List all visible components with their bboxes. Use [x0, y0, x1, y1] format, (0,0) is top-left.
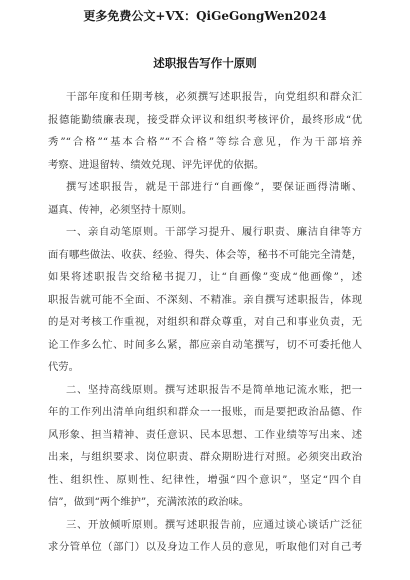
paragraph-line: 报德能勤绩廉表现，接受群众评议和组织考核评价，最终形成“优: [48, 113, 362, 126]
paragraph-line: 二、坚持高线原则。撰写述职报告不是简单地记流水账，把一: [66, 383, 362, 396]
paragraph-line: 干部年度和任期考核，必须撰写述职报告，向党组织和群众汇: [66, 91, 362, 103]
paragraph-line: 考察、进退留转、绩效兑现、评先评优的依据。: [48, 158, 265, 171]
paragraph-line: 职报告就可能不全面、不深刻、不精准。亲自撰写述职报告，体现: [48, 293, 362, 306]
paragraph-line: 面有哪些做法、收获、经验、得失、体会等，秘书不可能完全清楚，: [48, 248, 362, 261]
paragraph-line: 秀”“合格”“基本合格”“不合格”等综合意见，作为干部培养: [48, 136, 362, 148]
paragraph-intro: [48, 86, 362, 176]
paragraph-line: 如果将述职报告交给秘书捉刀，让“自画像”变成“他画像”，述: [48, 271, 362, 283]
document-title: 述职报告写作十原则: [153, 56, 257, 70]
paragraph-line: 一、亲自动笔原则。干部学习提升、履行职责、廉洁自律等方: [66, 226, 362, 238]
paragraph-line: 撰写述职报告，就是干部进行“自画像”，要保证画得清晰、: [66, 181, 362, 193]
paragraph-line: 出来，与组织要求、岗位职责、群众期盼进行对照。必须突出政治: [48, 451, 362, 463]
paragraph-principle-3: [48, 514, 362, 559]
paragraph-line: 三、开放倾听原则。撰写述职报告前，应通过谈心谈话广泛征: [66, 518, 362, 531]
paragraph-summary: [48, 176, 362, 221]
paragraph-principle-2: [48, 379, 362, 514]
paragraph-line: 代劳。: [48, 361, 79, 373]
document-body: [48, 86, 362, 559]
promo-header: 更多免费公文+VX：QiGeGongWen2024: [83, 9, 327, 23]
paragraph-line: 逼真、传神，必须坚持十原则。: [48, 203, 193, 216]
paragraph-line: 论工作多么忙、时间多么紧，都应亲自动笔撰写，切不可委托他人: [48, 338, 362, 351]
paragraph-line: 年的工作列出清单向组织和群众一一报账，而是要把政治品德、作: [48, 406, 362, 418]
paragraph-line: 风形象、担当精神、责任意识、民本思想、工作业绩等写出来、述: [48, 428, 362, 441]
paragraph-line: 性、组织性、原则性、纪律性，增强“四个意识”，坚定“四个自: [48, 473, 362, 486]
paragraph-line: 求分管单位（部门）以及身边工作人员的意见，听取他们对自己考: [48, 541, 362, 553]
paragraph-line: 信”，做到“两个维护”，充满浓浓的政治味。: [48, 496, 250, 508]
paragraph-principle-1: [48, 221, 362, 379]
paragraph-line: 的是对考核工作重视，对组织和群众尊重，对自己和事业负责，无: [48, 316, 362, 328]
